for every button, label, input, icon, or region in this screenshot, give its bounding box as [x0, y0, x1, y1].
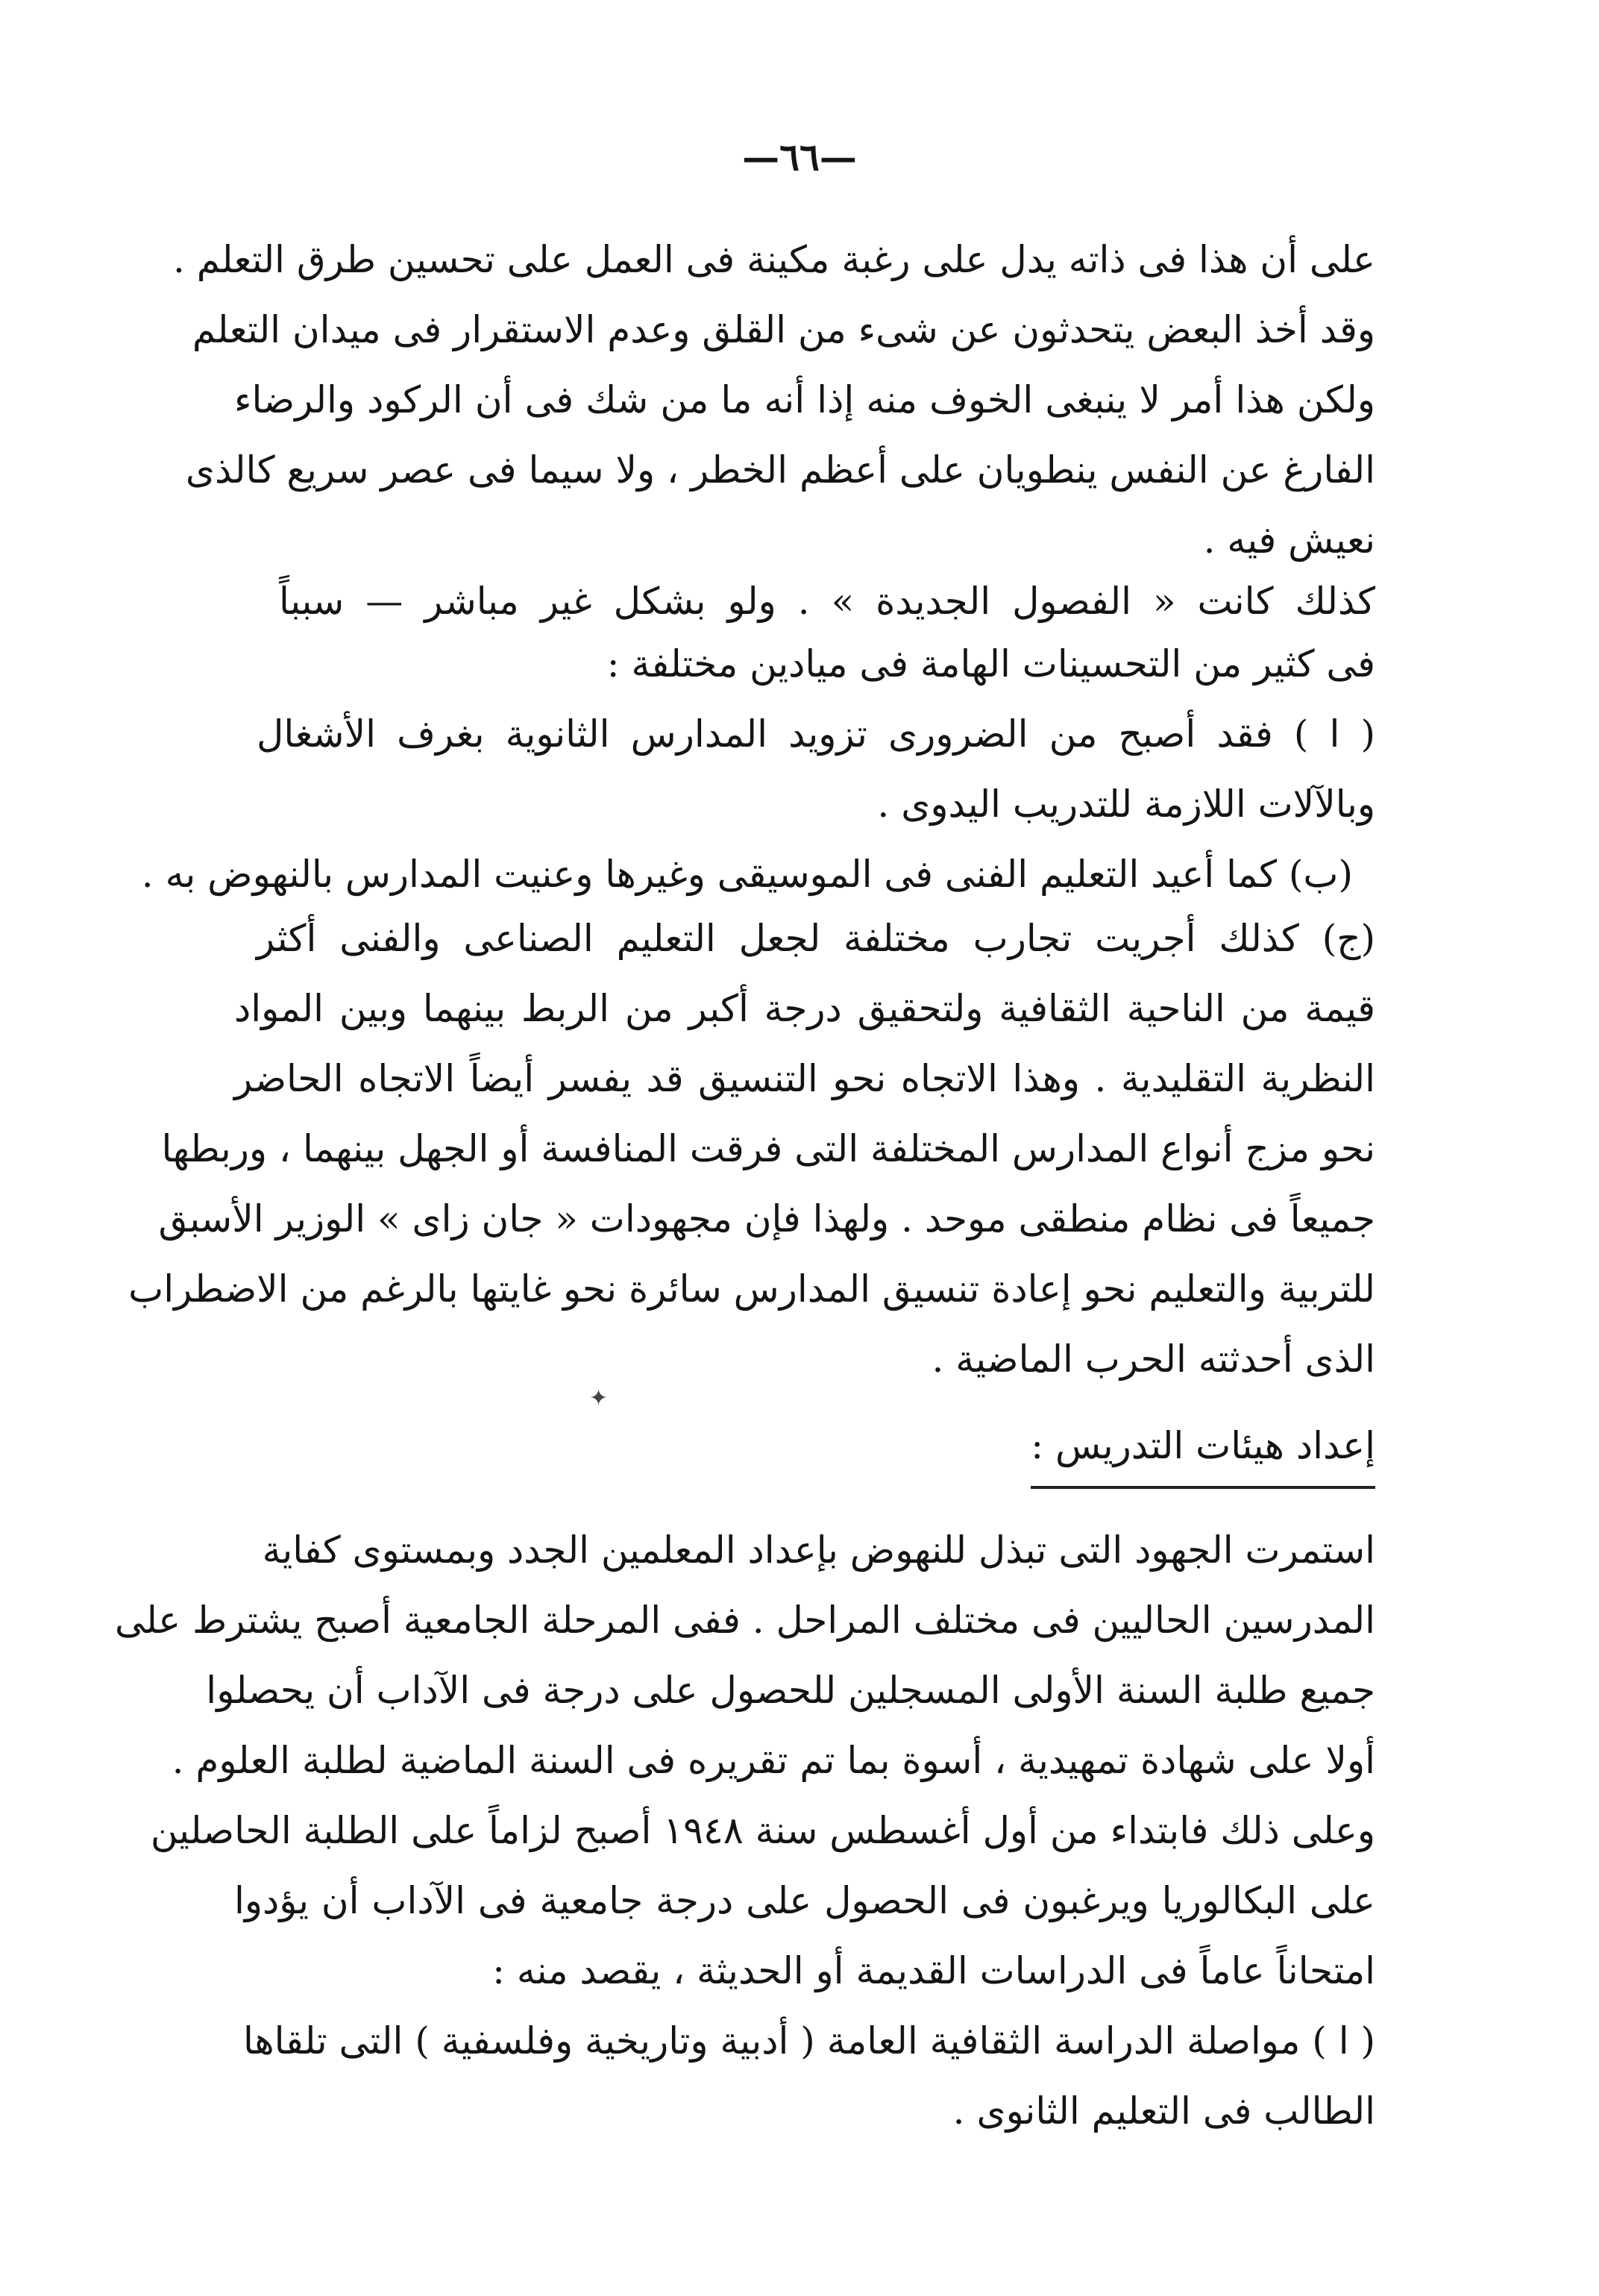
text-line: قيمة من الناحية الثقافية ولتحقيق درجة أكبر من الربط بينهما وبين المواد [234, 987, 1375, 1030]
text-line: وبالآلات اللازمة للتدريب اليدوى . [877, 782, 1375, 826]
text-line: جميعاً فى نظام منطقى موحد . ولهذا فإن مجهودات « جان زاى » الوزير الأسبق [158, 1197, 1375, 1240]
text-line: استمرت الجهود التى تبذل للنهوض بإعداد المعلمين الجدد وبمستوى كفاية [262, 1528, 1375, 1572]
text-line: على أن هذا فى ذاته يدل على رغبة مكينة فى العمل على تحسين طرق التعلم . [173, 238, 1375, 281]
text-line: جميع طلبة السنة الأولى المسجلين للحصول على درجة فى الآداب أن يحصلوا [206, 1669, 1375, 1712]
text-line: كذلك كانت « الفصول الجديدة » . ولو بشكل غير مباشر — سبباً [279, 580, 1375, 623]
text-line: وقد أخذ البعض يتحدثون عن شىء من القلق وعدم الاستقرار فى ميدان التعلم [192, 308, 1375, 351]
text-line: امتحاناً عاماً فى الدراسات القديمة أو الحديثة ، يقصد منه : [492, 1949, 1375, 1992]
stray-mark-icon: ✦ [589, 1385, 609, 1411]
section-heading: إعداد هيئات التدريس : [1031, 1410, 1375, 1489]
text-line: ( ا ) مواصلة الدراسة الثقافية العامة ( أدبية وتاريخية وفلسفية ) التى تلقاها [243, 2019, 1375, 2063]
text-line: نعيش فيه . [1203, 518, 1375, 562]
text-line: ولكن هذا أمر لا ينبغى الخوف منه إذا أنه ما من شك فى أن الركود والرضاء [234, 378, 1375, 421]
text-line: الذى أحدثته الحرب الماضية . [932, 1337, 1375, 1381]
text-line: للتربية والتعليم نحو إعادة تنسيق المدارس سائرة نحو غايتها بالرغم من الاضطراب [128, 1267, 1375, 1311]
text-line: نحو مزج أنواع المدارس المختلفة التى فرقت المنافسة أو الجهل بينهما ، وربطها [161, 1127, 1375, 1170]
text-line: الطالب فى التعليم الثانوى . [952, 2089, 1375, 2133]
text-line: أولا على شهادة تمهيدية ، أسوة بما تم تقريره فى السنة الماضية لطلبة العلوم . [172, 1739, 1375, 1782]
text-line: فى كثير من التحسينات الهامة فى ميادين مختلفة : [606, 642, 1375, 686]
text-line: (ب) كما أعيد التعليم الفنى فى الموسيقى وغيرها وعنيت المدارس بالنهوض به . [141, 853, 1353, 896]
text-line: على البكالوريا ويرغبون فى الحصول على درجة جامعية فى الآداب أن يؤدوا [234, 1879, 1375, 1922]
text-line: ( ا ) فقد أصبح من الضرورى تزويد المدارس الثانوية بغرف الأشغال [257, 712, 1375, 756]
text-line: النظرية التقليدية . وهذا الاتجاه نحو التنسيق قد يفسر أيضاً الاتجاه الحاضر [234, 1057, 1375, 1100]
page-number: —٦٦— [742, 135, 857, 179]
text-line: المدرسين الحاليين فى مختلف المراحل . ففى المرحلة الجامعية أصبح يشترط على [114, 1599, 1375, 1642]
text-line: الفارغ عن النفس ينطويان على أعظم الخطر ، ولا سيما فى عصر سريع كالذى [185, 448, 1375, 492]
text-line: (ج) كذلك أجريت تجارب مختلفة لجعل التعليم الصناعى والفنى أكثر [257, 917, 1375, 960]
text-line: وعلى ذلك فابتداء من أول أغسطس سنة ١٩٤٨ أصبح لزاماً على الطلبة الحاصلين [150, 1809, 1375, 1852]
